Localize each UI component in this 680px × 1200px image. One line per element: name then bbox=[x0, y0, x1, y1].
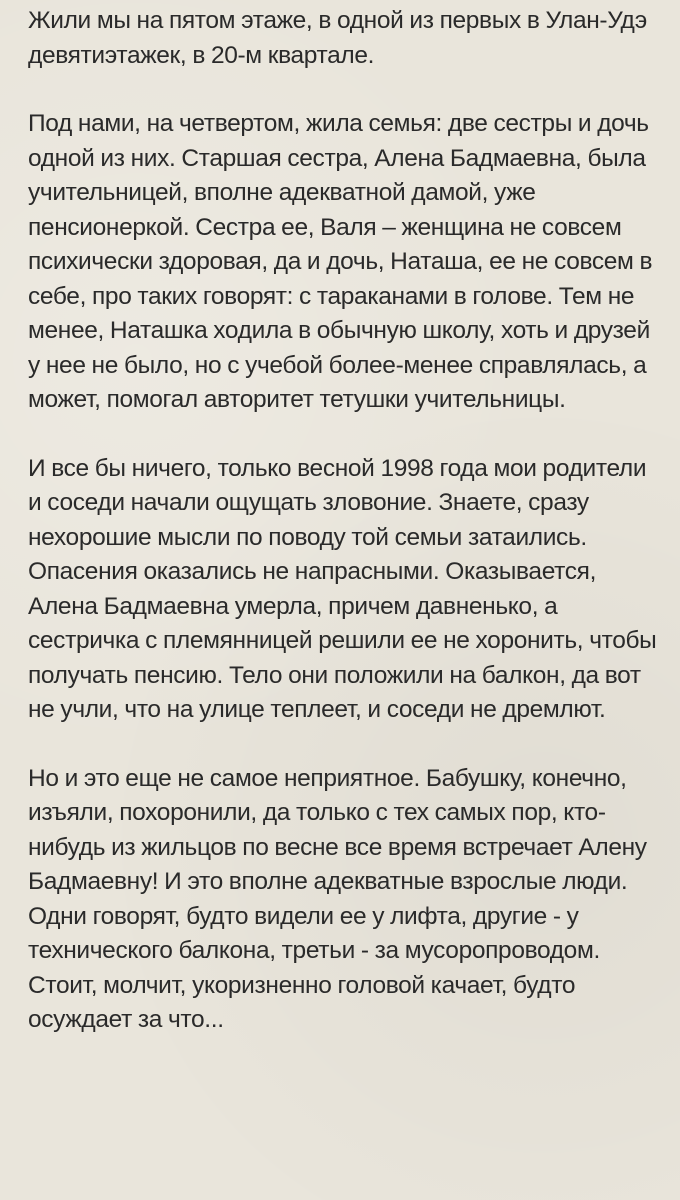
paragraph-3: И все бы ничего, только весной 1998 года мои родители и соседи начали ощущать зловоние. Знаете, сразу нехорошие мысли по поводу той семьи затаились. Опасения оказались не напрасными. Оказывается, Алена Бадмаевна умерла, причем давненько, а сестричка с племянницей решили ее не хоронить, чтобы получать пенсию. Тело они положили на балкон, да вот не учли, что на улице теплеет, и соседи не дремлют. bbox=[28, 454, 657, 723]
paragraph-1: Жили мы на пятом этаже, в одной из первых в Улан-Удэ девятиэтажек, в 20-м квартале. bbox=[28, 7, 647, 69]
paragraph-2: Под нами, на четвертом, жила семья: две сестры и дочь одной из них. Старшая сестра, Алена Бадмаевна, была учительницей, вполне адекватной дамой, уже пенсионеркой. Сестра ее, Валя – женщина не совсем психически здоровая, да и дочь, Наташа, ее не совсем в себе, про таких говорят: с тараканами в голове. Тем не менее, Наташка ходила в обычную школу, хоть и друзей у нее не было, но с учебой более-менее справлялась, а может, помогал авторитет тетушки учительницы. bbox=[28, 110, 653, 413]
paragraph-4: Но и это еще не самое неприятное. Бабушку, конечно, изъяли, похоронили, да только с тех самых пор, кто-нибудь из жильцов по весне все время встречает Алену Бадмаевну! И это вполне адекватные взрослые люди. Одни говорят, будто видели ее у лифта, другие - у технического балкона, третьи - за мусоропроводом. Стоит, молчит, укоризненно головой качает, будто осуждает за что... bbox=[28, 764, 647, 1033]
